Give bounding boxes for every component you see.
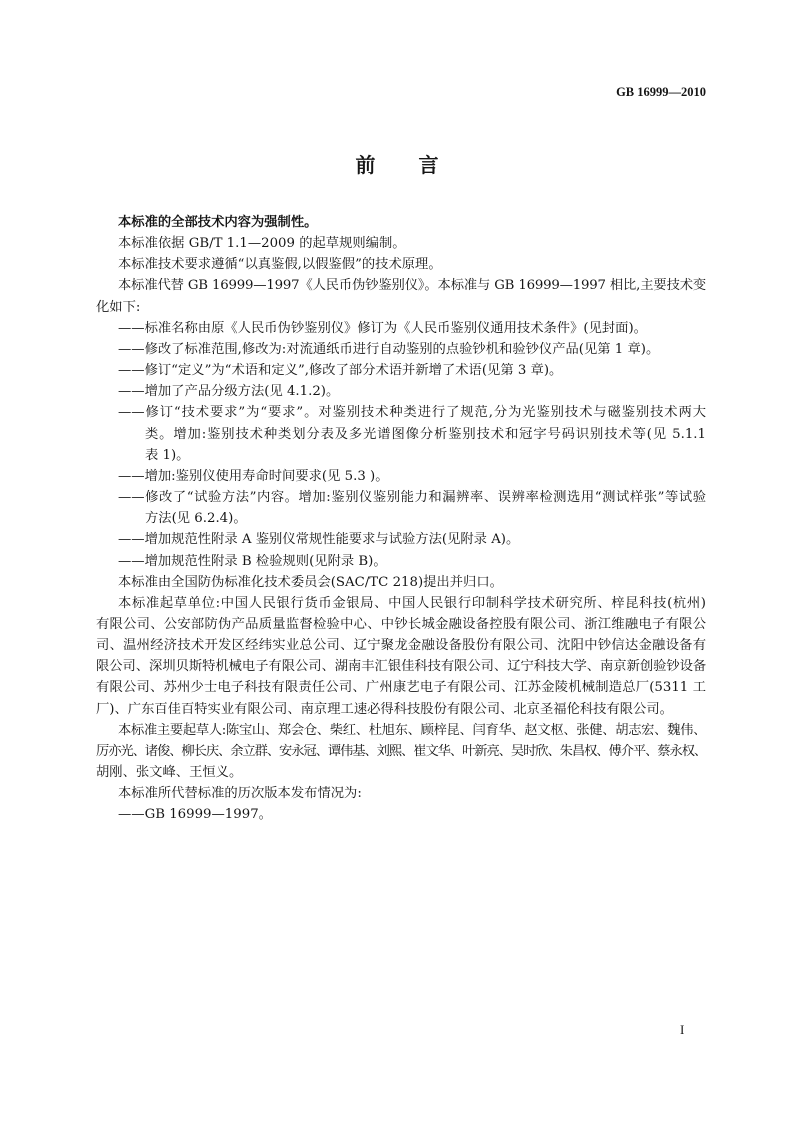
page-number: I [680, 1022, 685, 1037]
list-item-line: ——修改了“试验方法”内容。增加:鉴别仪鉴别能力和漏辨率、误辨率检测选用“测试样张”等试验 [118, 490, 706, 506]
paragraph-line: 本标准代替 GB 16999—1997《人民币伪钞鉴别仪》。本标准与 GB 16999—1997 相比,主要技术变 [118, 278, 706, 294]
list-item-line: ——增加了产品分级方法(见 4.1.2)。 [118, 384, 340, 400]
main-drafters [96, 720, 706, 783]
list-item-line: ——标准名称由原《人民币伪钞鉴别仪》修订为《人民币鉴别仪通用技术条件》(见封面)。 [118, 320, 647, 336]
change-item [96, 360, 706, 381]
paragraph-line: 限公司、深圳贝斯特机械电子有限公司、湖南丰汇银佳科技有限公司、辽宁科技大学、南京新创验钞设备 [96, 659, 706, 675]
list-item-line: ——增加规范性附录 B 检验规则(见附录 B)。 [118, 553, 387, 569]
list-item-line: ——修订“技术要求”为“要求”。对鉴别技术种类进行了规范,分为光鉴别技术与磁鉴别技术两大 [118, 405, 706, 421]
paragraph-line: 厉亦光、诸俊、柳长庆、余立群、安永冠、谭伟基、刘熙、崔文华、叶新亮、吴时欣、朱昌权、傅介平、蔡永权、 [96, 743, 706, 759]
list-item-line: 类。增加:鉴别技术种类划分表及多光谱图像分析鉴别技术和冠字号码识别技术等(见 5.1.1 [145, 426, 706, 442]
paragraph-line: 厂)、广东百佳百特实业有限公司、南京理工速必得科技股份有限公司、北京圣福伦科技有限公司。 [96, 701, 673, 717]
paragraph-line: 本标准技术要求遵循“以真鉴假,以假鉴假”的技术原理。 [118, 257, 442, 273]
paragraph-line: 本标准由全国防伪标准化技术委员会(SAC/TC 218)提出并归口。 [118, 574, 503, 590]
change-item [96, 402, 706, 465]
technical-principle-statement [96, 254, 706, 275]
list-item-line: ——增加:鉴别仪使用寿命时间要求(见 5.3 )。 [118, 468, 389, 484]
standard-code: GB 16999—2010 [616, 85, 706, 99]
paragraph-line: 本标准所代替标准的历次版本发布情况为: [118, 786, 362, 802]
paragraph-line: 本标准主要起草人:陈宝山、郑会仓、柴红、杜旭东、顾梓昆、闫育华、赵文枢、张健、胡志宏、魏伟、 [118, 722, 706, 738]
paragraph-line: 胡刚、张文峰、王恒义。 [96, 765, 243, 781]
foreword-body [96, 212, 706, 826]
mandatory-statement [96, 212, 706, 233]
paragraph-line: 有限公司、公安部防伪产品质量监督检验中心、中钞长城金融设备控股有限公司、浙江维融电子有限公 [96, 616, 706, 632]
list-item-line: ——修改了标准范围,修改为:对流通纸币进行自动鉴别的点验钞机和验钞仪产品(见第 1 章)。 [118, 341, 660, 357]
list-item-line: ——修订“定义”为“术语和定义”,修改了部分术语并新增了术语(见第 3 章)。 [118, 363, 563, 379]
proposer-statement [96, 572, 706, 593]
change-item [96, 466, 706, 487]
drafting-units [96, 593, 706, 720]
change-item [96, 318, 706, 339]
list-item-line: ——增加规范性附录 A 鉴别仪常规性能要求与试验方法(见附录 A)。 [118, 532, 520, 548]
change-item [96, 529, 706, 550]
paragraph-line: 本标准起草单位:中国人民银行货币金银局、中国人民银行印制科学技术研究所、梓昆科技(杭州) [118, 595, 706, 611]
paragraph-line: 本标准依据 GB/T 1.1—2009 的起草规则编制。 [118, 236, 406, 252]
section-title: 前言 [355, 153, 482, 177]
previous-editions-statement [96, 783, 706, 804]
change-item [96, 339, 706, 360]
paragraph-line: 化如下: [96, 299, 141, 315]
paragraph-line: 本标准的全部技术内容为强制性。 [118, 215, 318, 230]
drafting-rules-statement [96, 233, 706, 254]
list-item-line: ——GB 16999—1997。 [118, 807, 272, 823]
replacement-statement [96, 275, 706, 317]
previous-edition-item [96, 804, 706, 825]
list-item-line: 表 1)。 [145, 447, 190, 463]
paragraph-line: 有限公司、苏州少士电子科技有限责任公司、广州康艺电子有限公司、江苏金陵机械制造总厂(5311 工 [96, 680, 706, 696]
change-item [96, 487, 706, 529]
paragraph-line: 司、温州经济技术开发区经纬实业总公司、辽宁聚龙金融设备股份有限公司、沈阳中钞信达金融设备有 [96, 638, 706, 654]
list-item-line: 方法(见 6.2.4)。 [145, 511, 247, 527]
change-item [96, 381, 706, 402]
change-item [96, 551, 706, 572]
